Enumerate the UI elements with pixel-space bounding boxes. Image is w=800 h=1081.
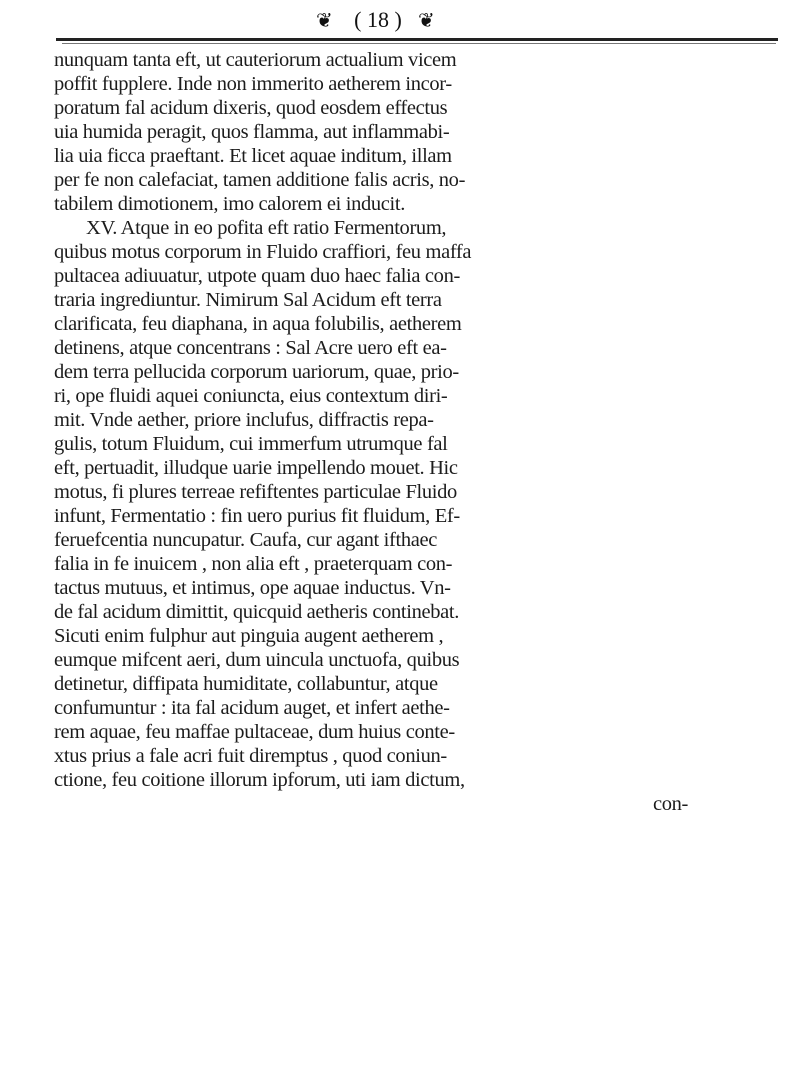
section-start-line: XV. Atque in eo pofita eft ratio Fermentorum, — [86, 217, 447, 239]
text-line: motus, fi plures terreae refiftentes particulae Fluido — [54, 481, 457, 503]
text-line: traria ingrediuntur. Nimirum Sal Acidum eft terra — [54, 289, 442, 311]
text-line: mit. Vnde aether, priore inclufus, diffractis repa- — [54, 409, 434, 431]
text-line: clarificata, feu diaphana, in aqua folubilis, aetherem — [54, 313, 462, 335]
text-line: ri, ope fluidi aquei coniuncta, eius contextum diri- — [54, 385, 448, 407]
text-line: de fal acidum dimittit, quicquid aetheris continebat. — [54, 601, 459, 623]
body-text — [54, 48, 796, 816]
text-line: rem aquae, feu maffae pultaceae, dum huius conte- — [54, 721, 455, 743]
text-line: detinetur, diffipata humiditate, collabuntur, atque — [54, 673, 438, 695]
text-line: xtus prius a fale acri fuit diremptus , quod coniun- — [54, 745, 447, 767]
text-line: pultacea adiuuatur, utpote quam duo haec falia con- — [54, 265, 460, 287]
text-line: gulis, totum Fluidum, cui immerfum utrumque fal — [54, 433, 448, 455]
text-line: tactus mutuus, et intimus, ope aquae inductus. Vn- — [54, 577, 451, 599]
text-line: falia in fe inuicem , non alia eft , praeterquam con- — [54, 553, 453, 575]
text-line: per fe non calefaciat, tamen additione falis acris, no- — [54, 169, 466, 191]
text-line: eft, pertuadit, illudque uarie impellendo mouet. Hic — [54, 457, 458, 479]
fleuron-icon: ❦ — [418, 8, 435, 32]
catchword: con- — [652, 793, 688, 815]
text-line: confumuntur : ita fal acidum auget, et infert aethe- — [54, 697, 450, 719]
text-line: dem terra pellucida corporum uariorum, quae, prio- — [54, 361, 459, 383]
text-line: poffit fupplere. Inde non immerito aetherem incor- — [54, 73, 452, 95]
fleuron-icon: ❦ — [316, 8, 333, 32]
header-rule-thin — [62, 43, 776, 44]
text-line: Sicuti enim fulphur aut pinguia augent aetherem , — [54, 625, 444, 647]
text-line: nunquam tanta eft, ut cauteriorum actualium vicem — [54, 49, 457, 71]
page-number: ( 18 ) — [354, 7, 402, 32]
text-line: detinens, atque concentrans : Sal Acre uero eft ea- — [54, 337, 447, 359]
header-rule — [56, 38, 778, 41]
text-line: uia humida peragit, quos flamma, aut inflammabi- — [54, 121, 450, 143]
text-line: lia uia ficca praeftant. Et licet aquae inditum, illam — [54, 145, 452, 167]
page-header — [0, 6, 800, 46]
text-line: quibus motus corporum in Fluido craffiori, feu maffa — [54, 241, 472, 263]
text-line: tabilem dimotionem, imo calorem ei inducit. — [54, 193, 406, 215]
text-line: eumque mifcent aeri, dum uincula unctuofa, quibus — [54, 649, 460, 671]
text-line: ctione, feu coitione illorum ipforum, uti iam dictum, — [54, 769, 465, 791]
text-line: poratum fal acidum dixeris, quod eosdem effectus — [54, 97, 448, 119]
text-line: feruefcentia nuncupatur. Caufa, cur agant ifthaec — [54, 529, 437, 551]
text-line: infunt, Fermentatio : fin uero purius fit fluidum, Ef- — [54, 505, 460, 527]
